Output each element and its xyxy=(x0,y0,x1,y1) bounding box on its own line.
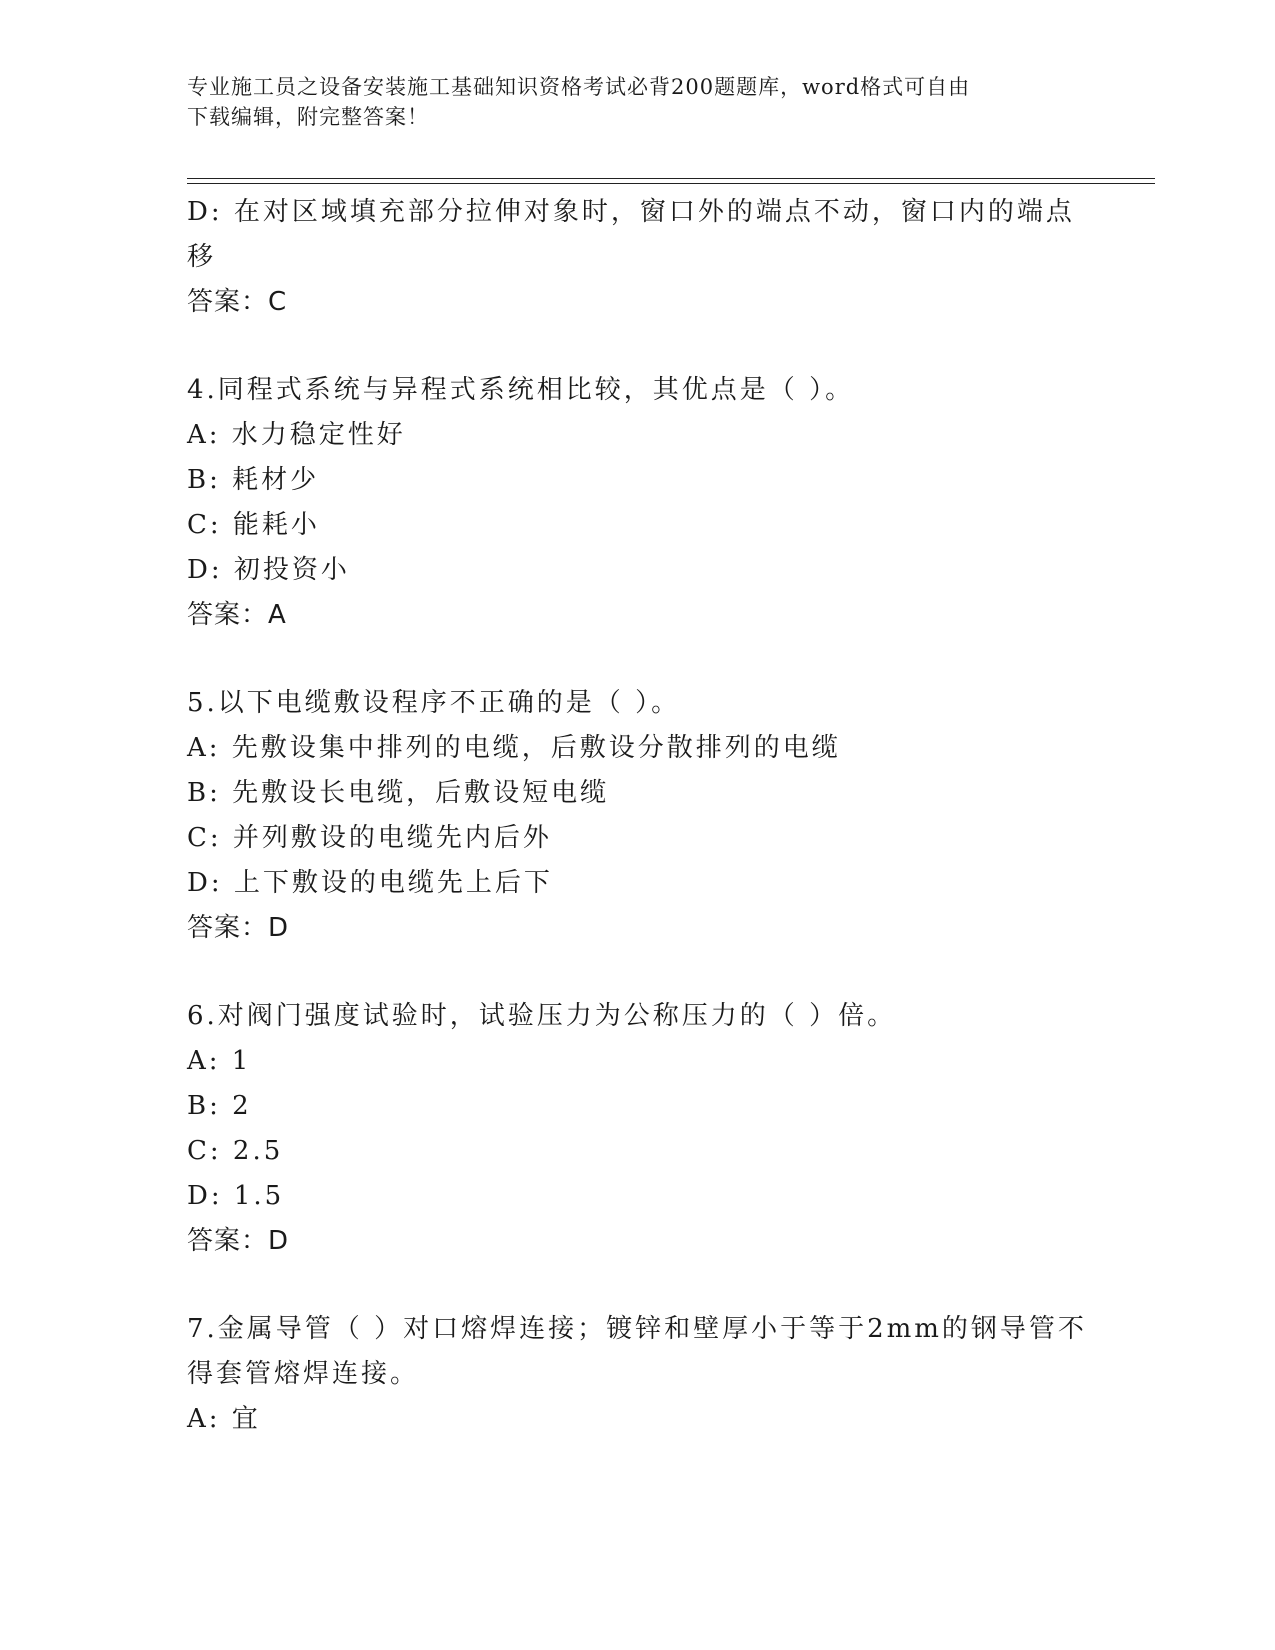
question-content xyxy=(187,190,1087,1442)
option-b: B: 2 xyxy=(187,1091,252,1121)
option-c: C: 能耗小 xyxy=(187,510,320,540)
option-d: D: 上下敷设的电缆先上后下 xyxy=(187,868,553,898)
option-d: D: 初投资小 xyxy=(187,555,350,585)
option-a: A: 宜 xyxy=(187,1404,261,1434)
question-stem: 6.对阀门强度试验时，试验压力为公称压力的（ ）倍。 xyxy=(187,1001,897,1031)
document-header xyxy=(187,72,1067,132)
option-a: A: 先敷设集中排列的电缆，后敷设分散排列的电缆 xyxy=(187,733,841,763)
answer: 答案：A xyxy=(187,600,287,630)
question-6 xyxy=(187,994,1087,1264)
header-divider xyxy=(187,178,1155,184)
option-b: B: 耗材少 xyxy=(187,465,320,495)
option-b: B: 先敷设长电缆，后敷设短电缆 xyxy=(187,778,610,808)
option-d-wrap: 移 xyxy=(187,242,217,272)
question-stem: 7.金属导管（ ）对口熔焊连接；镀锌和壁厚小于等于2mm的钢导管不 xyxy=(187,1314,1087,1344)
answer: 答案：C xyxy=(187,287,288,317)
option-a: A: 水力稳定性好 xyxy=(187,420,406,450)
option-d: D: 在对区域填充部分拉伸对象时，窗口外的端点不动，窗口内的端点 xyxy=(187,197,1075,227)
question-5 xyxy=(187,681,1087,951)
header-line-2: 下载编辑，附完整答案！ xyxy=(187,105,429,129)
question-4 xyxy=(187,368,1087,638)
question-stem: 5.以下电缆敷设程序不正确的是（ ）。 xyxy=(187,688,681,718)
answer: 答案：D xyxy=(187,913,290,943)
question-7 xyxy=(187,1307,1087,1442)
answer: 答案：D xyxy=(187,1226,290,1256)
option-c: C: 并列敷设的电缆先内后外 xyxy=(187,823,552,853)
option-a: A: 1 xyxy=(187,1046,252,1076)
question-3-continuation xyxy=(187,190,1087,325)
question-stem: 4.同程式系统与异程式系统相比较，其优点是（ ）。 xyxy=(187,375,855,405)
question-stem-wrap: 得套管熔焊连接。 xyxy=(187,1359,420,1389)
option-d: D: 1.5 xyxy=(187,1181,285,1211)
option-c: C: 2.5 xyxy=(187,1136,284,1166)
header-line-1: 专业施工员之设备安装施工基础知识资格考试必背200题题库，word格式可自由 xyxy=(187,75,971,99)
